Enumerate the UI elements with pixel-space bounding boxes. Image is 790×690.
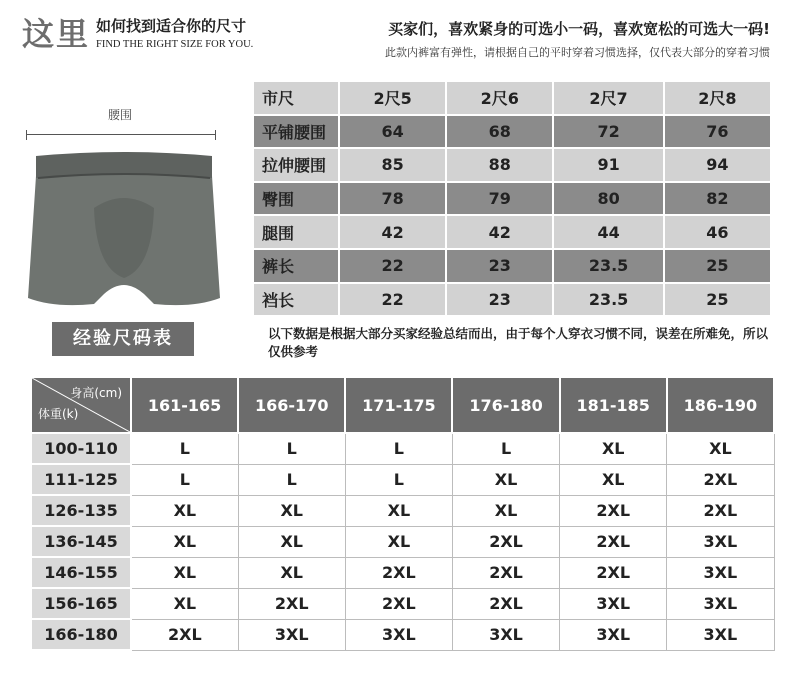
size-table-cell: 42	[339, 215, 446, 249]
size-table-header-row	[253, 81, 771, 115]
header-advice-sub: 此款内裤富有弹性，请根据自己的平时穿着习惯选择，仅代表大部分的穿着习惯	[385, 46, 770, 59]
underwear-image	[24, 148, 224, 318]
recommended-size-cell: XL	[560, 433, 667, 464]
recommended-size-cell: 3XL	[667, 557, 774, 588]
header-title-en: FIND THE RIGHT SIZE FOR YOU.	[96, 39, 254, 50]
recommended-size-cell: 3XL	[560, 619, 667, 650]
recommended-size-cell: 2XL	[345, 588, 452, 619]
size-table-cell: 80	[553, 182, 663, 216]
corner-height-label: 身高(cm)	[70, 386, 122, 400]
size-table-cell: 88	[446, 148, 553, 182]
recommended-size-cell: 2XL	[560, 526, 667, 557]
weight-range-cell: 156-165	[31, 588, 131, 619]
recommended-size-cell: L	[131, 433, 238, 464]
experience-badge: 经验尺码表	[52, 322, 194, 356]
recommended-size-cell: 2XL	[560, 557, 667, 588]
recommended-size-cell: 3XL	[667, 588, 774, 619]
height-range-header: 171-175	[345, 377, 452, 433]
recommended-size-cell: XL	[131, 557, 238, 588]
size-table-cell: 42	[446, 215, 553, 249]
size-table-cell: 46	[664, 215, 771, 249]
height-range-header: 186-190	[667, 377, 774, 433]
recommended-size-cell: 3XL	[238, 619, 345, 650]
recommended-size-cell: XL	[131, 588, 238, 619]
size-table-cell: 23.5	[553, 283, 663, 317]
size-table-cell: 91	[553, 148, 663, 182]
size-table-row	[253, 283, 771, 317]
weight-range-cell: 136-145	[31, 526, 131, 557]
size-table-cell: 94	[664, 148, 771, 182]
recommended-size-cell: XL	[345, 526, 452, 557]
experience-table-row	[31, 495, 774, 526]
recommended-size-cell: XL	[560, 464, 667, 495]
recommended-size-cell: L	[238, 433, 345, 464]
weight-range-cell: 126-135	[31, 495, 131, 526]
recommended-size-cell: 2XL	[131, 619, 238, 650]
recommended-size-cell: 3XL	[560, 588, 667, 619]
recommended-size-cell: 2XL	[345, 557, 452, 588]
size-table-row-label: 臀围	[253, 182, 339, 216]
size-table-header-cell: 2尺5	[339, 81, 446, 115]
size-table-cell: 78	[339, 182, 446, 216]
size-table-corner: 市尺	[253, 81, 339, 115]
recommended-size-cell: XL	[452, 495, 559, 526]
height-range-header: 181-185	[560, 377, 667, 433]
weight-range-cell: 166-180	[31, 619, 131, 650]
recommended-size-cell: XL	[131, 526, 238, 557]
recommended-size-cell: XL	[238, 495, 345, 526]
size-table-row-label: 拉伸腰围	[253, 148, 339, 182]
size-table-header-cell: 2尺7	[553, 81, 663, 115]
recommended-size-cell: 2XL	[667, 464, 774, 495]
corner-weight-label: 体重(k)	[38, 407, 79, 421]
height-range-header: 161-165	[131, 377, 238, 433]
size-table-cell: 85	[339, 148, 446, 182]
experience-note: 以下数据是根据大部分买家经验总结而出，由于每个人穿衣习惯不同，误差在所难免，所以仅供参考	[268, 326, 769, 359]
size-table-cell: 22	[339, 249, 446, 283]
experience-table-row	[31, 619, 774, 650]
size-table-row-label: 腿围	[253, 215, 339, 249]
size-table-row-label: 裤长	[253, 249, 339, 283]
recommended-size-cell: 2XL	[452, 557, 559, 588]
size-table-cell: 68	[446, 115, 553, 149]
size-table-cell: 25	[664, 249, 771, 283]
recommended-size-cell: XL	[667, 433, 774, 464]
size-table-cell: 72	[553, 115, 663, 149]
recommended-size-cell: XL	[131, 495, 238, 526]
recommended-size-cell: L	[452, 433, 559, 464]
size-table-row	[253, 249, 771, 283]
waist-label: 腰围	[107, 108, 132, 122]
size-table-row	[253, 115, 771, 149]
size-table-cell: 23.5	[553, 249, 663, 283]
size-table-cell: 23	[446, 283, 553, 317]
recommended-size-cell: 3XL	[667, 619, 774, 650]
experience-table-header-row	[31, 377, 774, 433]
experience-table-row	[31, 526, 774, 557]
experience-table-corner	[31, 377, 131, 433]
size-table-row	[253, 215, 771, 249]
size-table-row-label: 裆长	[253, 283, 339, 317]
size-table-row	[253, 148, 771, 182]
size-table-row	[253, 182, 771, 216]
size-table-cell: 23	[446, 249, 553, 283]
recommended-size-cell: 3XL	[345, 619, 452, 650]
recommended-size-cell: 2XL	[452, 588, 559, 619]
experience-size-table	[30, 376, 775, 651]
recommended-size-cell: L	[238, 464, 345, 495]
experience-table-row	[31, 588, 774, 619]
recommended-size-cell: 2XL	[560, 495, 667, 526]
header-title-cn: 如何找到适合你的尺寸	[96, 17, 247, 35]
waist-measure-line	[26, 130, 216, 140]
recommended-size-cell: XL	[238, 526, 345, 557]
recommended-size-cell: 2XL	[238, 588, 345, 619]
experience-table-row	[31, 433, 774, 464]
size-table-cell: 22	[339, 283, 446, 317]
weight-range-cell: 146-155	[31, 557, 131, 588]
height-range-header: 166-170	[238, 377, 345, 433]
recommended-size-cell: 2XL	[452, 526, 559, 557]
size-table-cell: 76	[664, 115, 771, 149]
recommended-size-cell: L	[345, 464, 452, 495]
recommended-size-cell: L	[345, 433, 452, 464]
weight-range-cell: 100-110	[31, 433, 131, 464]
recommended-size-cell: L	[131, 464, 238, 495]
recommended-size-cell: XL	[238, 557, 345, 588]
recommended-size-cell: XL	[452, 464, 559, 495]
size-table-row-label: 平铺腰围	[253, 115, 339, 149]
header-big-title: 这里	[22, 15, 91, 53]
experience-table-row	[31, 557, 774, 588]
size-table	[252, 80, 772, 317]
size-table-header-cell: 2尺6	[446, 81, 553, 115]
experience-table-row	[31, 464, 774, 495]
size-table-cell: 25	[664, 283, 771, 317]
size-table-cell: 44	[553, 215, 663, 249]
header-advice: 买家们，喜欢紧身的可选小一码，喜欢宽松的可选大一码!	[388, 20, 770, 38]
height-range-header: 176-180	[452, 377, 559, 433]
recommended-size-cell: 2XL	[667, 495, 774, 526]
recommended-size-cell: XL	[345, 495, 452, 526]
size-table-cell: 79	[446, 182, 553, 216]
size-table-cell: 82	[664, 182, 771, 216]
weight-range-cell: 111-125	[31, 464, 131, 495]
size-table-cell: 64	[339, 115, 446, 149]
recommended-size-cell: 3XL	[667, 526, 774, 557]
recommended-size-cell: 3XL	[452, 619, 559, 650]
size-table-header-cell: 2尺8	[664, 81, 771, 115]
